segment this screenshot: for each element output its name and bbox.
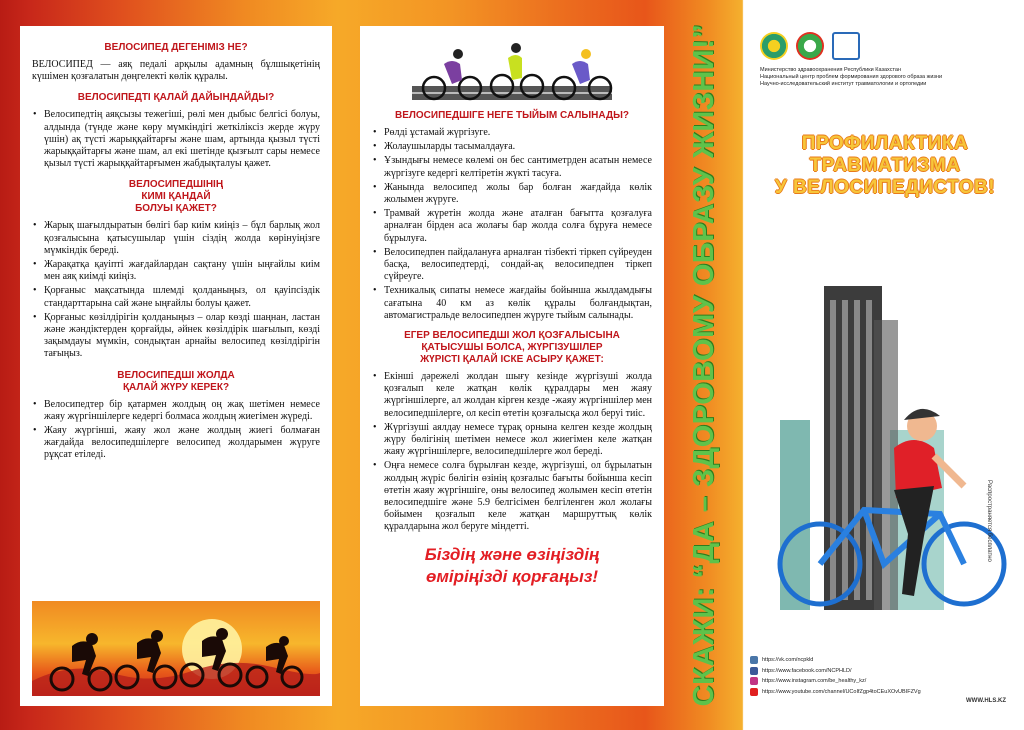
prepare-list bbox=[32, 109, 320, 170]
sunset-cyclists-image bbox=[32, 601, 320, 696]
heading-line: БОЛУЫ ҚАЖЕТ? bbox=[135, 203, 217, 215]
list-item: • Ұзындығы немесе көлемі он бес сантиметрден асатын немесе жүргізуге кедергі келтіретін жүкті тасуға. bbox=[372, 155, 652, 179]
list-item: • Велосипедтер бір қатармен жолдың оң жақ шетімен немесе жаяу жүргіншілерге кедергі болмаса жолдың жиегімен жүреді. bbox=[32, 399, 320, 423]
cyclist-city-image bbox=[744, 280, 1024, 640]
youtube-icon bbox=[750, 688, 758, 696]
link-text: https://www.facebook.com/NCPHLD/ bbox=[762, 667, 852, 674]
ministry-line: Научно-исследовательский институт травматологии и ортопедии bbox=[760, 81, 927, 87]
social-links bbox=[744, 655, 1024, 715]
slogan-line: Біздің және өзіңіздің bbox=[424, 544, 600, 564]
prohibitions-list bbox=[372, 127, 652, 322]
heading-line: ЖҮРІСТІ ҚАЛАЙ ІСКЕ АСЫРУ ҚАЖЕТ: bbox=[420, 354, 604, 366]
vk-icon bbox=[750, 656, 758, 664]
heading-riding-on-road bbox=[32, 370, 320, 394]
protect-slogan bbox=[372, 544, 652, 588]
heading-what-is-bicycle: ВЕЛОСИПЕД ДЕГЕНІМІЗ НЕ? bbox=[104, 42, 248, 53]
list-item: • Жаяу жүргінші, жаяу жол және жолдың жиегі болмаған жағдайда велосипедшілерге велосипед жолдарымен жүруге рұқсат етіледі. bbox=[32, 425, 320, 462]
title-line: ТРАВМАТИЗМА bbox=[809, 155, 961, 176]
list-item: • Рөлді ұстамай жүргізуге. bbox=[372, 127, 652, 139]
vk-link[interactable] bbox=[744, 655, 1024, 666]
cyclist-silhouettes bbox=[32, 601, 320, 696]
healthy-lifestyle-slogan: СКАЖИ: “ДА – ЗДОРОВОМУ ОБРАЗУ ЖИЗНИ!” bbox=[688, 23, 720, 707]
list-item: • Жүргізуші аялдау немесе тұрақ орнына келген кезде жолдың жүру бөлігінің шетімен немесе жол жиегімен келе жатқан жаяу жүргіншілерге, велосипедшілерге жол береді. bbox=[372, 422, 652, 459]
heading-line: ВЕЛОСИПЕДШІНІҢ bbox=[128, 179, 224, 191]
clothing-list bbox=[32, 220, 320, 360]
list-item: • Трамвай жүретін жолда және аталған бағытта қозғалуға арналған бірден аса жолағы бар жолда солға бұруға немесе бұрылуға. bbox=[372, 208, 652, 245]
ministry-text bbox=[760, 67, 942, 88]
heading-how-to-prepare: ВЕЛОСИПЕДТІ ҚАЛАЙ ДАЙЫНДАЙДЫ? bbox=[77, 92, 275, 104]
list-item: • Оңға немесе солға бұрылған кезде, жүргізуші, ол бұрылатын жолдың жүріс бөлігін өзінің қозғалыс бағыты бойынша кесіп өтетін жаяу жүргіншіге, оны велосипед жолымен кесіп өтетін велосипедшіге және 5.9 белгісімен белгіленген жол жолағы бойымен қозғалып келе жатқан маршруттық көлік құралдарына жол беруге міндетті. bbox=[372, 460, 652, 533]
drivers-list bbox=[372, 371, 652, 534]
heading-line: КИМІ ҚАНДАЙ bbox=[141, 191, 211, 203]
slogan-line: өміріңізді қорғаңыз! bbox=[425, 566, 599, 586]
facebook-icon bbox=[750, 667, 758, 675]
list-item: • Техникалық сипаты немесе жағдайы бойынша жылдамдығы сағатына 40 км аз көлік құралы болғандықтан, автомагистральде велосипедпен жүруге тыйым салынады. bbox=[372, 285, 652, 322]
definition-text: ВЕЛОСИПЕД — аяқ педалі арқылы адамның бұлшықетінің күшімен қозғалатын дөңгелекті көлік құралы. bbox=[32, 59, 320, 83]
heading-line: ҚАТЫСУШЫ БОЛСА, ЖҮРГІЗУШІЛЕР bbox=[421, 342, 603, 354]
list-item: • Велосипедтің аяқсызы тежегіші, рөлі мен дыбыс белгісі болуы, алдында (түнде және көру мүмкіндігі жеткіліксіз жерде жүру үшін) ақ түсті жарыққайтарғы және шам, артында қызыл түсті жарыққайтарғы және шам, ал екі шетінде қызғылт сары немесе қызыл түсті жарыққайтарғымен жабдықталуы қажет. bbox=[32, 109, 320, 170]
ministry-line: Министерство здравоохранения Республики Казахстан bbox=[760, 67, 902, 73]
ministry-line: Национальный центр проблем формирования здорового образа жизни bbox=[760, 74, 943, 80]
cover-title bbox=[754, 133, 1016, 199]
free-distribution-note: Распространяется бесплатно bbox=[986, 480, 992, 562]
cover-panel bbox=[744, 0, 1024, 730]
left-panel bbox=[20, 26, 332, 706]
list-item: • Екінші дәрежелі жолдан шығу кезінде жүргізуші жолда қозғалып келе жатқан көлік құралдары мен жаяу жүргіншілерге, ал жолдан кірген кезде -жаяу жүргіншілер мен велосипедшілерге, ол кесіп өтетін қозғалысқа жол беруі тиіс. bbox=[372, 371, 652, 420]
logos bbox=[760, 32, 860, 60]
title-line: ПРОФИЛАКТИКА bbox=[801, 133, 969, 154]
heading-clothing bbox=[32, 179, 320, 215]
facebook-link[interactable] bbox=[744, 666, 1024, 677]
heading-drivers bbox=[372, 330, 652, 366]
list-item: • Қорғаныс мақсатында шлемді қолданыңыз, ол қауіпсіздік стандарттарына сай және ыңғайлы болуы қажет. bbox=[32, 285, 320, 309]
heading-prohibitions: ВЕЛОСИПЕДШІГЕ НЕГЕ ТЫЙЫМ САЛЫНАДЫ? bbox=[395, 110, 629, 121]
institute-logo bbox=[832, 32, 860, 60]
heading-line: ВЕЛОСИПЕДШІ ЖОЛДА bbox=[117, 369, 235, 381]
list-item: • Жолаушыларды тасымалдауға. bbox=[372, 141, 652, 153]
website-link[interactable]: WWW.HLS.KZ bbox=[966, 698, 1006, 704]
link-text: https://vk.com/ncpkld bbox=[762, 657, 814, 663]
health-center-logo bbox=[796, 32, 824, 60]
title-line: У ВЕЛОСИПЕДИСТОВ! bbox=[774, 177, 996, 198]
emblem-logo bbox=[760, 32, 788, 60]
road-list bbox=[32, 399, 320, 462]
youtube-link[interactable] bbox=[744, 687, 1024, 698]
three-cyclists-image bbox=[372, 34, 652, 106]
heading-line: ЕГЕР ВЕЛОСИПЕДШІ ЖОЛ ҚОЗҒАЛЫСЫНА bbox=[404, 330, 620, 342]
list-item: • Жарақатқа қауіпті жағдайлардан сақтану үшін ыңғайлы киім мен аяқ киімді киіңіз. bbox=[32, 259, 320, 283]
instagram-link[interactable] bbox=[744, 676, 1024, 687]
list-item: • Жанында велосипед жолы бар болған жағдайда көлік жолымен жүруге. bbox=[372, 182, 652, 206]
instagram-icon bbox=[750, 677, 758, 685]
heading-line: ҚАЛАЙ ЖҮРУ КЕРЕК? bbox=[122, 381, 230, 393]
link-text: https://www.instagram.com/be_healthy_kz/ bbox=[762, 678, 867, 684]
link-text: https://www.youtube.com/channel/UCoIfZgp4toCEuXOvUBIFZVg bbox=[762, 688, 921, 695]
list-item: • Қорғаныс көзілдірігін қолданыңыз – олар көзді шаңнан, ластан және жәндіктерден қорғайды, әйнек көзілдірік шағылып, көзді зақымдауы мүмкін, сондықтан арнайы велосипед көзілдірігін тағыңыз. bbox=[32, 312, 320, 361]
list-item: • Велосипедпен пайдалануға арналған тізбекті тіркеп сүйреуден басқа, велосипедтерді, сондай-ақ велосипедпен тіркеп сүйреуге. bbox=[372, 247, 652, 284]
middle-panel bbox=[360, 26, 664, 706]
list-item: • Жарық шағылдыратын бөлігі бар киім киіңіз – бұл барлық жол қозғалысына қатысушылар үшін сіздің жолда көрінуіңізге мүмкіндік береді. bbox=[32, 220, 320, 257]
